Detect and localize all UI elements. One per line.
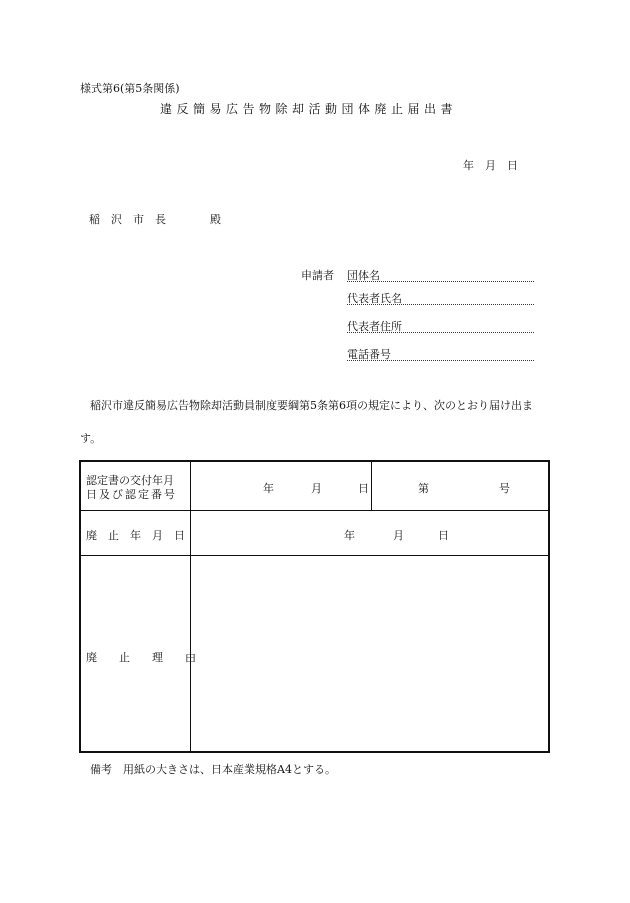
cert-issue-label-line2: 日及び認定番号	[86, 488, 177, 501]
document-title: 違反簡易広告物除却活動団体廃止届出書	[160, 102, 458, 116]
abolish-reason-input[interactable]	[193, 558, 545, 748]
representative-name-field[interactable]	[347, 290, 534, 305]
abolish-date-label: 廃 止 年 月 日	[86, 529, 185, 542]
form-table	[79, 460, 550, 753]
phone-number-label: 電話番号	[347, 348, 391, 361]
label-column-divider	[190, 462, 191, 751]
abolish-day-unit[interactable]: 日	[438, 529, 449, 542]
applicant-label: 申請者	[301, 269, 334, 282]
abolish-month-unit[interactable]: 月	[393, 529, 404, 542]
row-divider-1	[81, 510, 548, 511]
footnote: 備考 用紙の大きさは、日本産業規格A4とする。	[90, 763, 336, 776]
cert-number-suffix[interactable]: 号	[499, 482, 510, 495]
cert-date-month-unit[interactable]: 月	[311, 482, 322, 495]
abolish-reason-label: 廃 止 理 由	[86, 651, 196, 664]
cert-date-year-unit[interactable]: 年	[263, 482, 274, 495]
representative-address-field[interactable]	[347, 318, 534, 333]
representative-address-label: 代表者住所	[347, 320, 402, 333]
cert-issue-label-line1: 認定書の交付年月	[86, 474, 174, 487]
form-reference: 様式第6(第5条関係)	[80, 82, 180, 95]
phone-number-field[interactable]	[347, 346, 534, 361]
group-name-field[interactable]	[347, 267, 534, 282]
row-divider-2	[81, 555, 548, 556]
cert-number-prefix[interactable]: 第	[418, 482, 429, 495]
submission-date-line[interactable]: 年 月 日	[463, 159, 518, 172]
abolish-year-unit[interactable]: 年	[344, 529, 355, 542]
addressee: 稲 沢 市 長 殿	[89, 213, 221, 226]
group-name-label: 団体名	[347, 269, 380, 282]
representative-name-label: 代表者氏名	[347, 292, 402, 305]
cert-number-divider	[371, 462, 372, 510]
cert-date-day-unit[interactable]: 日	[358, 482, 369, 495]
statement-text: 稲沢市違反簡易広告物除却活動員制度要綱第5条第6項の規定により、次のとおり届け出ます。	[80, 399, 533, 445]
